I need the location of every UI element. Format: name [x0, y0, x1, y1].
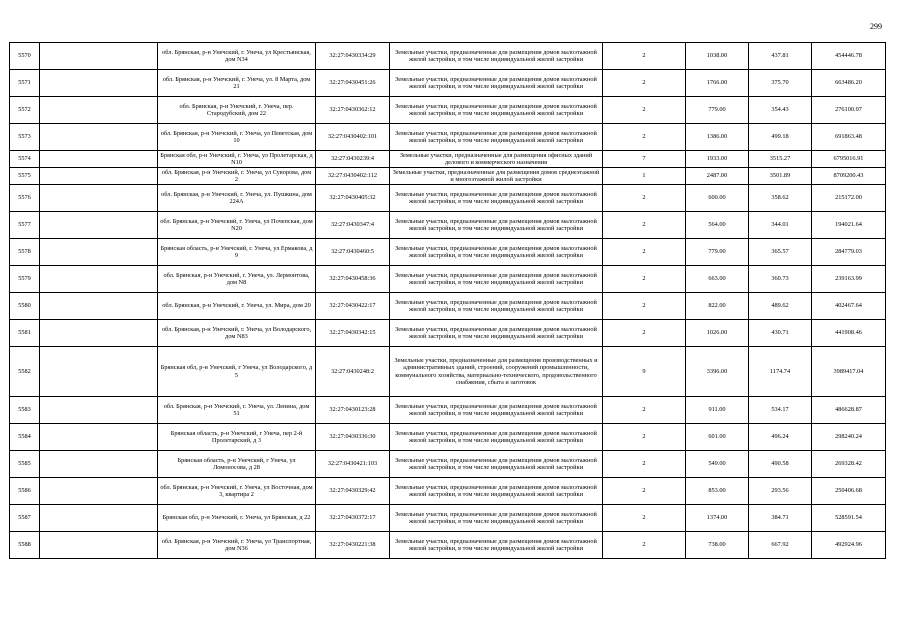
- land-use-cell: Земельные участки, предназначенные для размещения домов малоэтажной жилой застройки, в том числе индивидуальной жилой застройки: [390, 212, 603, 239]
- blank-cell: [40, 239, 158, 266]
- table-row: [10, 320, 886, 347]
- blank-cell: [40, 451, 158, 478]
- cadastral-number-cell: 32:27:0430123:28: [316, 397, 390, 424]
- blank-cell: [40, 397, 158, 424]
- address-cell: обл. Брянская, р-н Унечский, г. Унеча, ул Восточная, дом 3, квартира 2: [158, 478, 316, 505]
- row-number: 5582: [10, 347, 40, 397]
- use-group-cell: 9: [603, 347, 686, 397]
- land-use-cell: Земельные участки, предназначенные для размещения домов малоэтажной жилой застройки, в том числе индивидуальной жилой застройки: [390, 424, 603, 451]
- blank-cell: [40, 424, 158, 451]
- table-row: [10, 505, 886, 532]
- use-group-cell: 2: [603, 43, 686, 70]
- specific-value-cell: 3515.27: [749, 151, 812, 168]
- table-row: [10, 239, 886, 266]
- use-group-cell: 2: [603, 239, 686, 266]
- specific-value-cell: 499.18: [749, 124, 812, 151]
- land-use-cell: Земельные участки, предназначенные для размещения домов малоэтажной жилой застройки, в том числе индивидуальной жилой застройки: [390, 478, 603, 505]
- address-cell: Брянская обл, р-н Унечский, г Унеча, ул Володарского, д 5: [158, 347, 316, 397]
- area-cell: 600.00: [686, 185, 749, 212]
- blank-cell: [40, 320, 158, 347]
- specific-value-cell: 344.01: [749, 212, 812, 239]
- specific-value-cell: 360.73: [749, 266, 812, 293]
- use-group-cell: 2: [603, 505, 686, 532]
- land-use-cell: Земельные участки, предназначенные для размещения домов малоэтажной жилой застройки, в том числе индивидуальной жилой застройки: [390, 239, 603, 266]
- row-number: 5571: [10, 70, 40, 97]
- blank-cell: [40, 124, 158, 151]
- use-group-cell: 2: [603, 320, 686, 347]
- land-use-cell: Земельные участки, предназначенные для размещения домов малоэтажной жилой застройки, в том числе индивидуальной жилой застройки: [390, 397, 603, 424]
- area-cell: 1933.00: [686, 151, 749, 168]
- specific-value-cell: 358.62: [749, 185, 812, 212]
- specific-value-cell: 365.57: [749, 239, 812, 266]
- page-number: 299: [870, 22, 882, 31]
- address-cell: обл. Брянская, р-н Унечский, г. Унеча, ул Певетская, дом 10: [158, 124, 316, 151]
- cadastral-number-cell: 32:27:0430248:2: [316, 347, 390, 397]
- blank-cell: [40, 347, 158, 397]
- address-cell: обл. Брянская, р-н Унечский, г. Унеча, ул. Пушкина, дом 224А: [158, 185, 316, 212]
- land-use-cell: Земельные участки, предназначенные для размещения домов малоэтажной жилой застройки, в том числе индивидуальной жилой застройки: [390, 97, 603, 124]
- area-cell: 853.00: [686, 478, 749, 505]
- cadastral-value-cell: 441908.46: [812, 320, 886, 347]
- cadastral-value-cell: 663486.20: [812, 70, 886, 97]
- land-use-cell: Земельные участки, предназначенные для размещения домов малоэтажной жилой застройки, в том числе индивидуальной жилой застройки: [390, 70, 603, 97]
- use-group-cell: 2: [603, 424, 686, 451]
- specific-value-cell: 293.56: [749, 478, 812, 505]
- row-number: 5572: [10, 97, 40, 124]
- blank-cell: [40, 43, 158, 70]
- blank-cell: [40, 293, 158, 320]
- area-cell: 911.00: [686, 397, 749, 424]
- specific-value-cell: 384.71: [749, 505, 812, 532]
- blank-cell: [40, 478, 158, 505]
- area-cell: 779.00: [686, 239, 749, 266]
- land-use-cell: Земельные участки, предназначенные для размещения домов малоэтажной жилой застройки, в том числе индивидуальной жилой застройки: [390, 185, 603, 212]
- row-number: 5584: [10, 424, 40, 451]
- cadastral-number-cell: 32:27:0430334:29: [316, 43, 390, 70]
- land-use-cell: Земельные участки, предназначенные для размещения производственных и административных зданий, строений, сооружений промышленности, коммунального хозяйства, материально-технического, продовольственного снабжения, сбыта и заготовок: [390, 347, 603, 397]
- cadastral-value-cell: 486628.87: [812, 397, 886, 424]
- specific-value-cell: 496.24: [749, 424, 812, 451]
- specific-value-cell: 1174.74: [749, 347, 812, 397]
- row-number: 5580: [10, 293, 40, 320]
- cadastral-number-cell: 32:27:0430402:101: [316, 124, 390, 151]
- land-use-cell: Земельные участки, предназначенные для размещения домов малоэтажной жилой застройки, в том числе индивидуальной жилой застройки: [390, 266, 603, 293]
- cadastral-number-cell: 32:27:0430421:103: [316, 451, 390, 478]
- table-row: [10, 185, 886, 212]
- row-number: 5583: [10, 397, 40, 424]
- cadastral-number-cell: 32:27:0430221:38: [316, 532, 390, 559]
- cadastral-number-cell: 32:27:0430405:32: [316, 185, 390, 212]
- blank-cell: [40, 151, 158, 168]
- cadastral-value-cell: 250406.68: [812, 478, 886, 505]
- cadastral-number-cell: 32:27:0430239:4: [316, 151, 390, 168]
- cadastral-value-cell: 691863.48: [812, 124, 886, 151]
- cadastral-value-cell: 3989417.04: [812, 347, 886, 397]
- use-group-cell: 2: [603, 478, 686, 505]
- use-group-cell: 2: [603, 185, 686, 212]
- land-use-cell: Земельные участки, предназначенные для размещения домов среднеэтажной и многоэтажной жилой застройки: [390, 168, 603, 185]
- land-use-cell: Земельные участки, предназначенные для размещения домов малоэтажной жилой застройки, в том числе индивидуальной жилой застройки: [390, 451, 603, 478]
- row-number: 5586: [10, 478, 40, 505]
- address-cell: Брянская область, р-н Унечский, г Унеча, ул Ломоносова, д 28: [158, 451, 316, 478]
- cadastral-number-cell: 32:27:0430451:26: [316, 70, 390, 97]
- blank-cell: [40, 168, 158, 185]
- table-row: [10, 168, 886, 185]
- address-cell: обл. Брянская, р-н Унечский, г. Унеча, ул. Ленина, дом 51: [158, 397, 316, 424]
- table-row: [10, 451, 886, 478]
- address-cell: обл. Брянская, р-н Унечский, г. Унеча, ул Володарского, дом N83: [158, 320, 316, 347]
- address-cell: обл. Брянская, р-н Унечский, г. Унеча, ул Суворова, дом 2: [158, 168, 316, 185]
- area-cell: 2487.00: [686, 168, 749, 185]
- area-cell: 779.00: [686, 97, 749, 124]
- row-number: 5579: [10, 266, 40, 293]
- address-cell: обл. Брянская, р-н Унечский, г. Унеча, ул Почепская, дом N20: [158, 212, 316, 239]
- use-group-cell: 2: [603, 266, 686, 293]
- address-cell: Брянская область, р-н Унечский, г Унеча, пер 2-й Пролетарский, д 3: [158, 424, 316, 451]
- row-number: 5588: [10, 532, 40, 559]
- row-number: 5577: [10, 212, 40, 239]
- land-registry-table: [9, 42, 886, 559]
- use-group-cell: 2: [603, 532, 686, 559]
- use-group-cell: 2: [603, 397, 686, 424]
- blank-cell: [40, 532, 158, 559]
- land-use-cell: Земельные участки, предназначенные для размещения офисных зданий делового и коммерческого назначения: [390, 151, 603, 168]
- address-cell: Брянская обл, р-н Унечский, г. Унеча, ул Брянская, д 22: [158, 505, 316, 532]
- cadastral-number-cell: 32:27:0430342:15: [316, 320, 390, 347]
- row-number: 5575: [10, 168, 40, 185]
- specific-value-cell: 430.71: [749, 320, 812, 347]
- row-number: 5578: [10, 239, 40, 266]
- table-row: [10, 124, 886, 151]
- address-cell: обл. Брянская, р-н Унечский, г. Унеча, ул. 8 Марта, дом 21: [158, 70, 316, 97]
- blank-cell: [40, 505, 158, 532]
- area-cell: 822.00: [686, 293, 749, 320]
- table-row: [10, 424, 886, 451]
- land-use-cell: Земельные участки, предназначенные для размещения домов малоэтажной жилой застройки, в том числе индивидуальной жилой застройки: [390, 505, 603, 532]
- area-cell: 1026.00: [686, 320, 749, 347]
- cadastral-value-cell: 402467.64: [812, 293, 886, 320]
- address-cell: обл. Брянская, р-н Унечский, г. Унеча, ул Крестьянская, дом N34: [158, 43, 316, 70]
- area-cell: 1386.00: [686, 124, 749, 151]
- use-group-cell: 2: [603, 212, 686, 239]
- table-row: [10, 70, 886, 97]
- cadastral-number-cell: 32:27:0430422:17: [316, 293, 390, 320]
- cadastral-number-cell: 32:27:0430362:12: [316, 97, 390, 124]
- address-cell: обл. Брянская, р-н Унечский, г. Унеча, ул. Лермонтова, дом N8: [158, 266, 316, 293]
- area-cell: 738.00: [686, 532, 749, 559]
- blank-cell: [40, 212, 158, 239]
- specific-value-cell: 534.17: [749, 397, 812, 424]
- table-row: [10, 478, 886, 505]
- row-number: 5573: [10, 124, 40, 151]
- cadastral-number-cell: 32:27:0430458:36: [316, 266, 390, 293]
- use-group-cell: 2: [603, 70, 686, 97]
- land-use-cell: Земельные участки, предназначенные для размещения домов малоэтажной жилой застройки, в том числе индивидуальной жилой застройки: [390, 293, 603, 320]
- address-cell: Брянская область, р-н Унечский, г. Унеча, ул Ермакова, д 9: [158, 239, 316, 266]
- cadastral-value-cell: 276100.97: [812, 97, 886, 124]
- cadastral-value-cell: 8709200.43: [812, 168, 886, 185]
- use-group-cell: 7: [603, 151, 686, 168]
- cadastral-number-cell: 32:27:0430372:17: [316, 505, 390, 532]
- area-cell: 1374.00: [686, 505, 749, 532]
- address-cell: Брянская обл, р-н Унечский, г. Унеча, ул Пролетарская, д N10: [158, 151, 316, 168]
- cadastral-value-cell: 284779.03: [812, 239, 886, 266]
- blank-cell: [40, 185, 158, 212]
- cadastral-value-cell: 215172.00: [812, 185, 886, 212]
- address-cell: обл. Брянская, р-н Унечский, г. Унеча, пер. Стародубский, дом 22: [158, 97, 316, 124]
- blank-cell: [40, 70, 158, 97]
- cadastral-value-cell: 298240.24: [812, 424, 886, 451]
- use-group-cell: 2: [603, 124, 686, 151]
- cadastral-number-cell: 32:27:0430336:30: [316, 424, 390, 451]
- row-number: 5587: [10, 505, 40, 532]
- land-use-cell: Земельные участки, предназначенные для размещения домов малоэтажной жилой застройки, в том числе индивидуальной жилой застройки: [390, 43, 603, 70]
- area-cell: 601.00: [686, 424, 749, 451]
- cadastral-value-cell: 194021.64: [812, 212, 886, 239]
- use-group-cell: 2: [603, 97, 686, 124]
- table-row: [10, 266, 886, 293]
- cadastral-value-cell: 528591.54: [812, 505, 886, 532]
- table-row: [10, 347, 886, 397]
- land-use-cell: Земельные участки, предназначенные для размещения домов малоэтажной жилой застройки, в том числе индивидуальной жилой застройки: [390, 532, 603, 559]
- specific-value-cell: 3501.89: [749, 168, 812, 185]
- row-number: 5576: [10, 185, 40, 212]
- specific-value-cell: 375.70: [749, 70, 812, 97]
- cadastral-value-cell: 492924.96: [812, 532, 886, 559]
- table-row: [10, 397, 886, 424]
- cadastral-value-cell: 454446.78: [812, 43, 886, 70]
- cadastral-number-cell: 32:27:0430460:5: [316, 239, 390, 266]
- table-row: [10, 97, 886, 124]
- use-group-cell: 1: [603, 168, 686, 185]
- area-cell: 1038.00: [686, 43, 749, 70]
- table-row: [10, 43, 886, 70]
- row-number: 5574: [10, 151, 40, 168]
- blank-cell: [40, 266, 158, 293]
- area-cell: 3396.00: [686, 347, 749, 397]
- specific-value-cell: 354.43: [749, 97, 812, 124]
- table-row: [10, 293, 886, 320]
- area-cell: 1766.00: [686, 70, 749, 97]
- address-cell: обл. Брянская, р-н Унечский, г. Унеча, ул Транспортная, дом N36: [158, 532, 316, 559]
- area-cell: 564.00: [686, 212, 749, 239]
- specific-value-cell: 490.58: [749, 451, 812, 478]
- specific-value-cell: 437.81: [749, 43, 812, 70]
- address-cell: обл. Брянская, р-н Унечский, г. Унеча, ул. Мира, дом 20: [158, 293, 316, 320]
- cadastral-value-cell: 6795016.91: [812, 151, 886, 168]
- use-group-cell: 2: [603, 451, 686, 478]
- table-row: [10, 151, 886, 168]
- row-number: 5581: [10, 320, 40, 347]
- blank-cell: [40, 97, 158, 124]
- table-row: [10, 532, 886, 559]
- cadastral-value-cell: 269328.42: [812, 451, 886, 478]
- cadastral-number-cell: 32:27:0430329:42: [316, 478, 390, 505]
- row-number: 5570: [10, 43, 40, 70]
- cadastral-number-cell: 32:27:0430402:112: [316, 168, 390, 185]
- area-cell: 663.00: [686, 266, 749, 293]
- specific-value-cell: 489.62: [749, 293, 812, 320]
- land-use-cell: Земельные участки, предназначенные для размещения домов малоэтажной жилой застройки, в том числе индивидуальной жилой застройки: [390, 124, 603, 151]
- cadastral-value-cell: 239163.99: [812, 266, 886, 293]
- use-group-cell: 2: [603, 293, 686, 320]
- cadastral-number-cell: 32:27:0430347:4: [316, 212, 390, 239]
- table-row: [10, 212, 886, 239]
- specific-value-cell: 667.92: [749, 532, 812, 559]
- land-use-cell: Земельные участки, предназначенные для размещения домов малоэтажной жилой застройки, в том числе индивидуальной жилой застройки: [390, 320, 603, 347]
- row-number: 5585: [10, 451, 40, 478]
- area-cell: 549.00: [686, 451, 749, 478]
